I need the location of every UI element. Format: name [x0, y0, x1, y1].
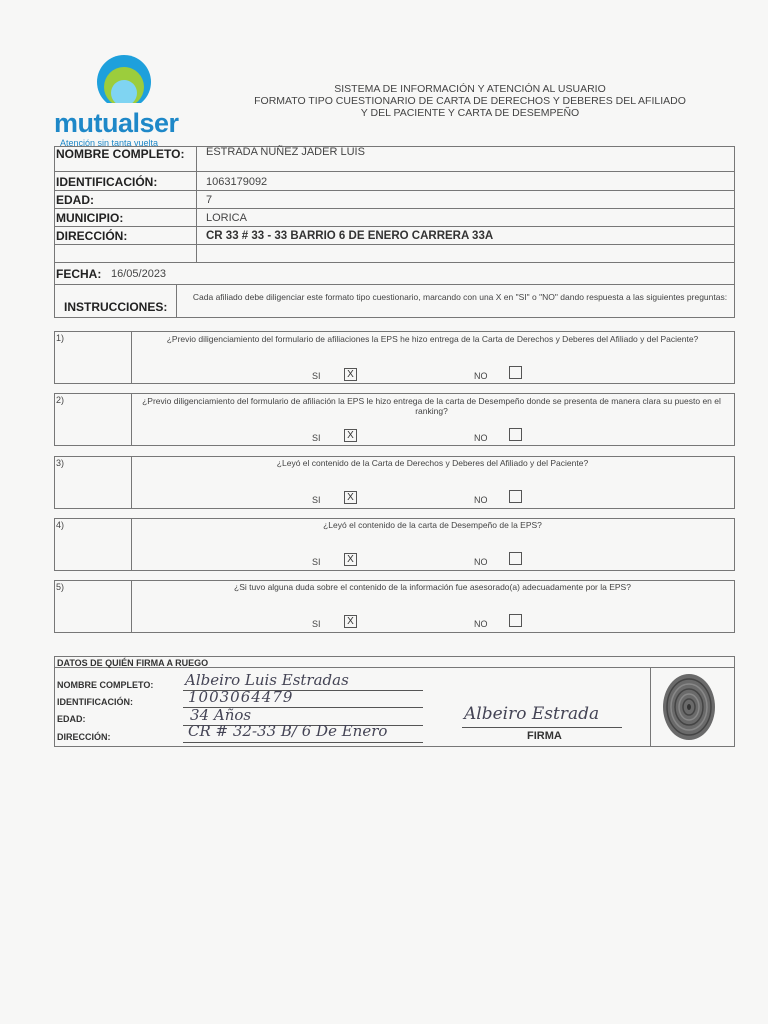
- question-divider: [131, 518, 132, 571]
- patient-id-label: IDENTIFICACIÓN:: [56, 175, 158, 189]
- form-title-line-2: FORMATO TIPO CUESTIONARIO DE CARTA DE DERECHOS Y DEBERES DEL AFILIADO: [254, 95, 686, 107]
- question-text: ¿Leyó el contenido de la carta de Desempeño de la EPS?: [323, 520, 542, 530]
- form-title-line-3: Y DEL PACIENTE Y CARTA DE DESEMPEÑO: [360, 107, 580, 119]
- instructions-label: INSTRUCCIONES:: [64, 300, 168, 314]
- yes-label: SI: [312, 619, 321, 629]
- instructions-divider: [176, 284, 177, 318]
- signer-age-value: 34 Años: [190, 706, 252, 724]
- no-label: NO: [474, 557, 488, 567]
- question-text: ¿Leyó el contenido de la Carta de Derechos y Deberes del Afiliado y del Paciente?: [276, 458, 589, 468]
- patient-address-value: CR 33 # 33 - 33 BARRIO 6 DE ENERO CARRERA 33A: [206, 230, 494, 242]
- yes-checkbox[interactable]: X: [344, 553, 357, 566]
- patient-name-value: ESTRADA NUÑEZ JADER LUIS: [206, 146, 365, 158]
- question-text: ¿Previo diligenciamiento del formulario de afiliaciones la EPS he hizo entrega de la Carta de Derechos y Deberes del Afiliado y del Paciente?: [166, 334, 699, 344]
- patient-city-label: MUNICIPIO:: [56, 211, 124, 225]
- date-label: FECHA:: [56, 267, 102, 281]
- no-checkbox[interactable]: [509, 490, 522, 503]
- fingerprint-box-left: [650, 667, 651, 747]
- patient-address-label: DIRECCIÓN:: [56, 229, 128, 243]
- signature: Albeiro Estrada: [464, 704, 600, 724]
- row-line: [54, 171, 735, 172]
- signer-name-value: Albeiro Luis Estradas: [185, 671, 349, 689]
- signer-id-label: IDENTIFICACIÓN:: [57, 697, 133, 707]
- yes-label: SI: [312, 433, 321, 443]
- patient-city-value: LORICA: [206, 212, 247, 224]
- form-title-line-1: SISTEMA DE INFORMACIÓN Y ATENCIÓN AL USUARIO: [334, 83, 606, 95]
- question-number: 4): [56, 520, 65, 530]
- yes-checkbox[interactable]: X: [344, 429, 357, 442]
- yes-checkbox[interactable]: X: [344, 615, 357, 628]
- row-line: [54, 244, 735, 245]
- question-divider: [131, 393, 132, 446]
- brand-name: mutualser: [54, 108, 179, 138]
- patient-id-value: 1063179092: [206, 176, 268, 188]
- patient-age-label: EDAD:: [56, 193, 94, 207]
- question-divider: [131, 331, 132, 384]
- signer-address-line: [183, 742, 423, 743]
- no-checkbox[interactable]: [509, 552, 522, 565]
- row-line: [54, 208, 735, 209]
- question-divider: [131, 580, 132, 633]
- row-line: [54, 190, 735, 191]
- question-number: 2): [56, 395, 65, 405]
- patient-age-value: 7: [206, 194, 213, 206]
- brand-tagline: Atención sin tanta vuelta: [60, 138, 159, 148]
- yes-label: SI: [312, 495, 321, 505]
- signer-section: [54, 656, 735, 747]
- yes-label: SI: [312, 557, 321, 567]
- signer-section-label: DATOS DE QUIÉN FIRMA A RUEGO: [57, 658, 209, 668]
- row-line: [54, 226, 735, 227]
- signer-address-value: CR # 32-33 B/ 6 De Enero: [188, 722, 388, 740]
- question-text: ¿Previo diligenciamiento del formulario de afiliación la EPS le hizo entrega de la carta de Desempeño donde se presenta de manera clara su puesto en el ranking?: [142, 396, 721, 416]
- no-checkbox[interactable]: [509, 366, 522, 379]
- signature-line: [462, 727, 622, 728]
- question-number: 1): [56, 333, 65, 343]
- row-line: [54, 284, 735, 285]
- date-value: 16/05/2023: [111, 268, 167, 280]
- signature-label: FIRMA: [527, 730, 562, 742]
- no-label: NO: [474, 619, 488, 629]
- question-number: 5): [56, 582, 65, 592]
- patient-name-label: NOMBRE COMPLETO:: [56, 147, 185, 161]
- no-label: NO: [474, 433, 488, 443]
- fingerprint-icon: [660, 672, 718, 742]
- no-label: NO: [474, 371, 488, 381]
- signer-name-label: NOMBRE COMPLETO:: [57, 680, 154, 690]
- yes-checkbox[interactable]: X: [344, 491, 357, 504]
- signer-age-label: EDAD:: [57, 714, 86, 724]
- no-label: NO: [474, 495, 488, 505]
- no-checkbox[interactable]: [509, 614, 522, 627]
- question-text: ¿Si tuvo alguna duda sobre el contenido de la información fue asesorado(a) adecuadamente por la EPS?: [234, 582, 631, 592]
- signer-address-label: DIRECCIÓN:: [57, 732, 111, 742]
- yes-label: SI: [312, 371, 321, 381]
- instructions-text: Cada afiliado debe diligenciar este formato tipo cuestionario, marcando con una X en "SI" o "NO" dando respuesta a las siguientes preguntas:: [192, 292, 728, 302]
- no-checkbox[interactable]: [509, 428, 522, 441]
- row-line: [54, 262, 735, 263]
- question-number: 3): [56, 458, 65, 468]
- question-divider: [131, 456, 132, 509]
- signer-id-value: 1003064479: [188, 688, 294, 706]
- yes-checkbox[interactable]: X: [344, 368, 357, 381]
